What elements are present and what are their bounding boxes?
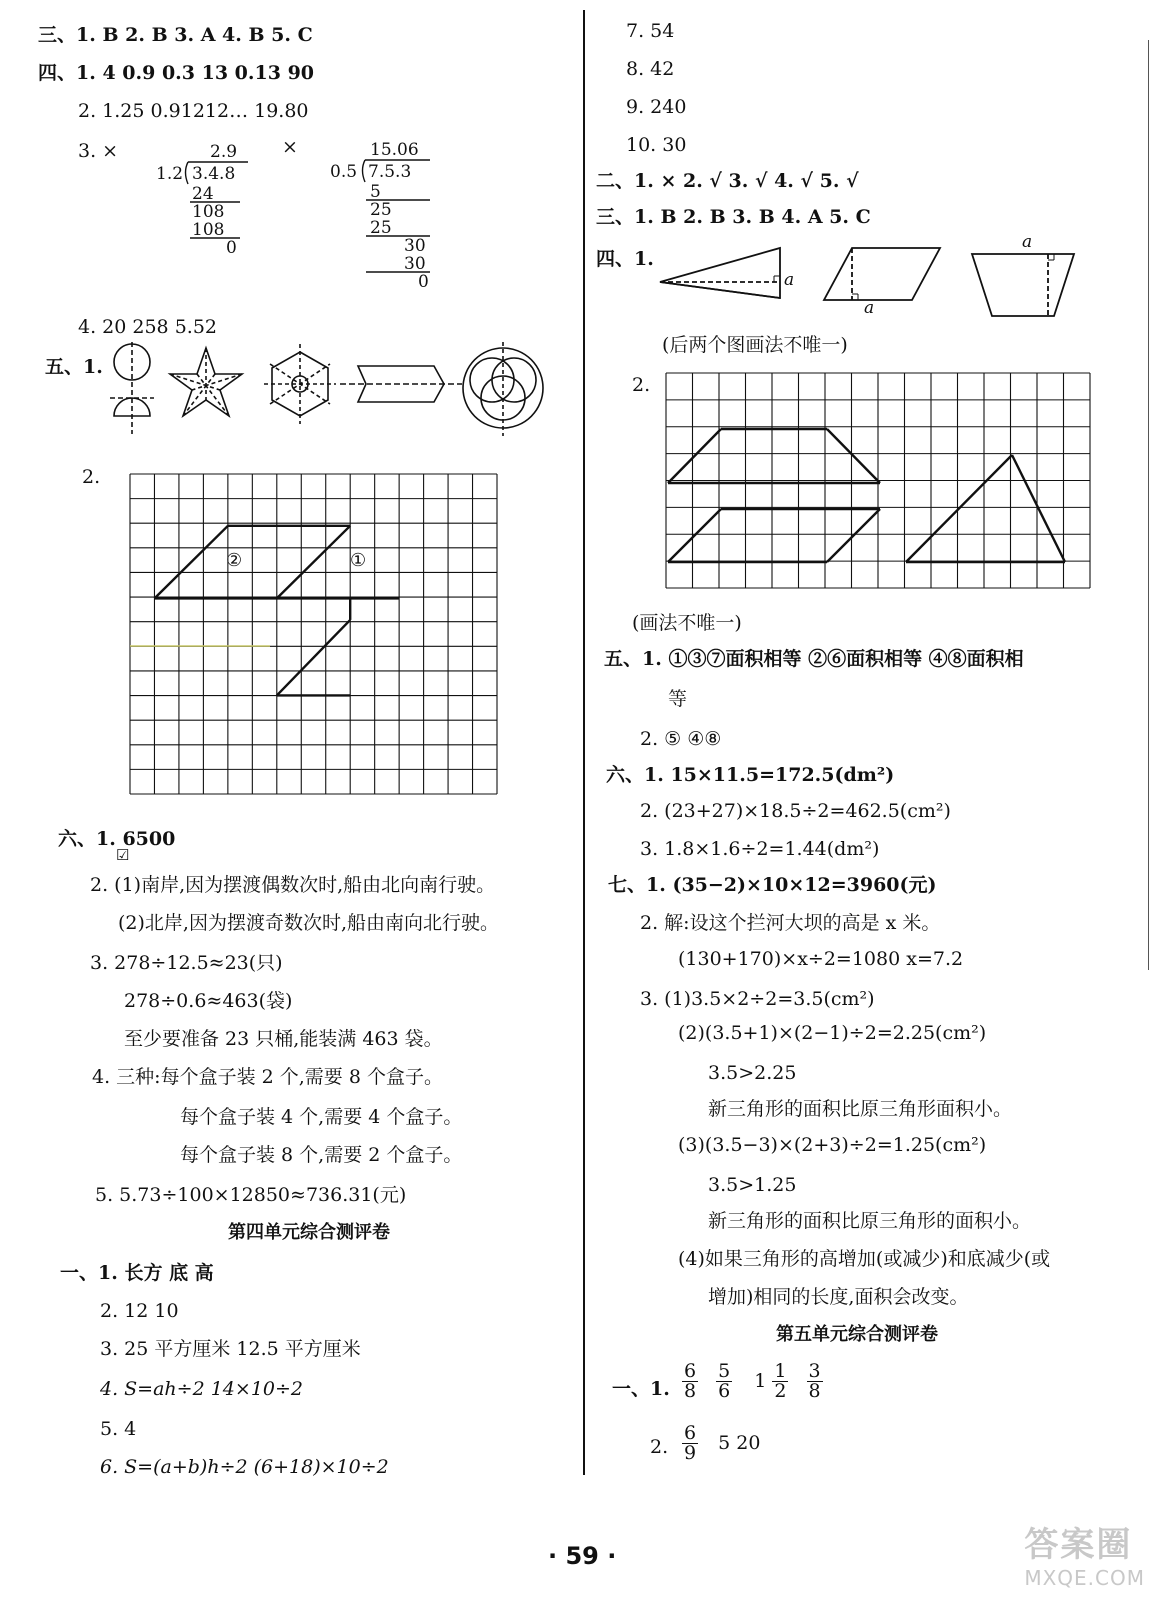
right-s7-3c: 3.5>2.25 [708,1062,797,1084]
figure-circle-pair [110,342,154,434]
unit4-title: 第四单元综合测评卷 [228,1222,390,1243]
right-s4-note2: (画法不唯一) [632,612,742,634]
division2-step: 25 [370,200,392,220]
right-s5-2: 2. ⑤ ④⑧ [640,728,722,750]
division1-step: 108 [192,220,225,240]
left-s6-4c: 每个盒子装 8 个,需要 2 个盒子。 [180,1144,463,1166]
division2-step: 30 [404,236,426,256]
page-number: · 59 · [548,1542,617,1570]
shape-label-a-trapezoid: a [1022,232,1033,252]
division2-step: 5 [370,182,381,202]
unit4-q5: 5. 4 [100,1418,137,1440]
left-s4-3-label: 3. × [78,140,119,162]
division2-step: 30 [404,254,426,274]
division2-step: 25 [370,218,392,238]
fraction: $\frac{6}{8}$ [684,1360,697,1402]
right-s7-3e: (3)(3.5−3)×(2+3)÷2=1.25(cm²) [678,1134,987,1156]
right-s4-2-label: 2. [632,374,651,396]
left-s6-1: 六、1. 6500 [58,828,176,850]
unit4-q3: 3. 25 平方厘米 12.5 平方厘米 [100,1338,361,1360]
division1-quotient: 2.9 [210,142,238,162]
left-s6-5: 5. 5.73÷100×12850≈736.31(元) [95,1184,407,1206]
division1-dividend: 3.4.8 [192,164,236,184]
grid-label-2: ② [226,550,243,571]
right-s7-3a: 3. (1)3.5×2÷2=3.5(cm²) [640,988,875,1010]
unit4-q4: 4. S=ah÷2 14×10÷2 [100,1378,303,1400]
left-s4-2: 2. 1.25 0.91212… 19.80 [78,100,309,122]
right-s7-3d: 新三角形的面积比原三角形面积小。 [708,1098,1013,1120]
right-s6-3: 3. 1.8×1.6÷2=1.44(dm²) [640,838,880,860]
division1-step: 0 [226,238,237,258]
figure-hexagon [264,344,336,424]
unit5-q1-fractions [676,1362,829,1401]
left-s4-1: 四、1. 4 0.9 0.3 13 0.13 90 [38,62,315,84]
watermark: 答案圈 MXQE.COM [1024,1525,1145,1590]
right-s7-3h: (4)如果三角形的高增加(或减少)和底减少(或 [678,1248,1051,1270]
unit5-q1-label: 一、1. [612,1378,670,1400]
left-s6-2b: (2)北岸,因为摆渡奇数次时,船由南向北行驶。 [118,912,499,934]
drawing-grid [666,373,1092,590]
shape-triangle [660,248,780,298]
fraction: $\frac{5}{6}$ [718,1360,731,1402]
division1-divisor: 1.2 [156,164,184,184]
left-s5-2-label: 2. [82,466,101,488]
right-s5-1b: 等 [668,688,688,710]
unit4-q2: 2. 12 10 [100,1300,179,1322]
division1-step: 108 [192,202,225,222]
shape-label-a-triangle: a [784,270,795,290]
left-s6-4a: 4. 三种:每个盒子装 2 个,需要 8 个盒子。 [92,1066,443,1088]
symmetry-figures [100,342,560,437]
right-s7-3i: 增加)相同的长度,面积会改变。 [708,1286,969,1308]
right-s7-1: 七、1. (35−2)×10×12=3960(元) [608,874,937,896]
right-q7: 7. 54 [626,20,675,42]
checkmark-box: ☑ [116,846,130,864]
fraction: $\frac{6}{9}$ [684,1422,697,1464]
right-s3: 三、1. B 2. B 3. B 4. A 5. C [596,206,871,228]
right-s7-3f: 3.5>1.25 [708,1174,797,1196]
left-s6-3b: 278÷0.6≈463(袋) [124,990,293,1012]
division2-dividend: 7.5.3 [368,162,412,182]
division2-quotient: 15.06 [370,140,419,160]
right-s6-2: 2. (23+27)×18.5÷2=462.5(cm²) [640,800,951,822]
unit5-title: 第五单元综合测评卷 [776,1324,938,1345]
division2-step: 0 [418,272,429,292]
translation-grid [130,474,500,796]
left-s6-3a: 3. 278÷12.5≈23(只) [90,952,283,974]
right-q9: 9. 240 [626,96,687,118]
left-s6-2a: 2. (1)南岸,因为摆渡偶数次时,船由北向南行驶。 [90,874,496,896]
right-s7-3b: (2)(3.5+1)×(2−1)÷2=2.25(cm²) [678,1022,987,1044]
right-s7-2a: 2. 解:设这个拦河大坝的高是 x 米。 [640,912,941,934]
unit5-q2-values [676,1424,760,1463]
mixed-number-whole: 1 [754,1369,767,1392]
figure-star [170,348,242,416]
left-s4-3-cross: × [282,136,298,158]
unit4-q1: 一、1. 长方 底 高 [60,1262,214,1284]
unit5-q2-rest: 5 20 [718,1431,761,1454]
figure-three-circles [463,342,543,436]
left-s4-4: 4. 20 258 5.52 [78,316,217,338]
right-s5-1a: 五、1. ①③⑦面积相等 ②⑥面积相等 ④⑧面积相 [604,648,1024,670]
page-edge-line [1148,40,1149,970]
left-s6-3c: 至少要准备 23 只桶,能装满 463 袋。 [124,1028,443,1050]
figure-arrow-band [340,366,462,402]
left-s3-answers: 三、1. B 2. B 3. A 4. B 5. C [38,24,313,46]
right-q8: 8. 42 [626,58,675,80]
mixed-number-fraction: $\frac{1}{2}$ [774,1360,787,1402]
right-s6-1: 六、1. 15×11.5=172.5(dm²) [606,764,895,786]
fraction: $\frac{3}{8}$ [808,1360,821,1402]
column-divider [583,10,585,1475]
right-s4-note: (后两个图画法不唯一) [662,334,848,356]
right-q10: 10. 30 [626,134,687,156]
unit5-q2-label: 2. [650,1436,669,1458]
shape-trapezoid [972,254,1074,316]
left-s6-4b: 每个盒子装 4 个,需要 4 个盒子。 [180,1106,463,1128]
right-s2: 二、1. × 2. √ 3. √ 4. √ 5. √ [596,170,859,192]
right-s4-1-label: 四、1. [596,248,654,270]
shape-label-a-parallelogram: a [864,298,875,318]
grid-label-1: ① [350,550,367,571]
left-s5-1-label: 五、1. [45,356,103,378]
right-s7-3g: 新三角形的面积比原三角形的面积小。 [708,1210,1032,1232]
division2-divisor: 0.5 [330,162,358,182]
division1-step: 24 [192,184,214,204]
unit4-q6: 6. S=(a+b)h÷2 (6+18)×10÷2 [100,1456,389,1478]
right-s7-2b: (130+170)×x÷2=1080 x=7.2 [678,948,964,970]
shape-parallelogram [824,248,940,300]
